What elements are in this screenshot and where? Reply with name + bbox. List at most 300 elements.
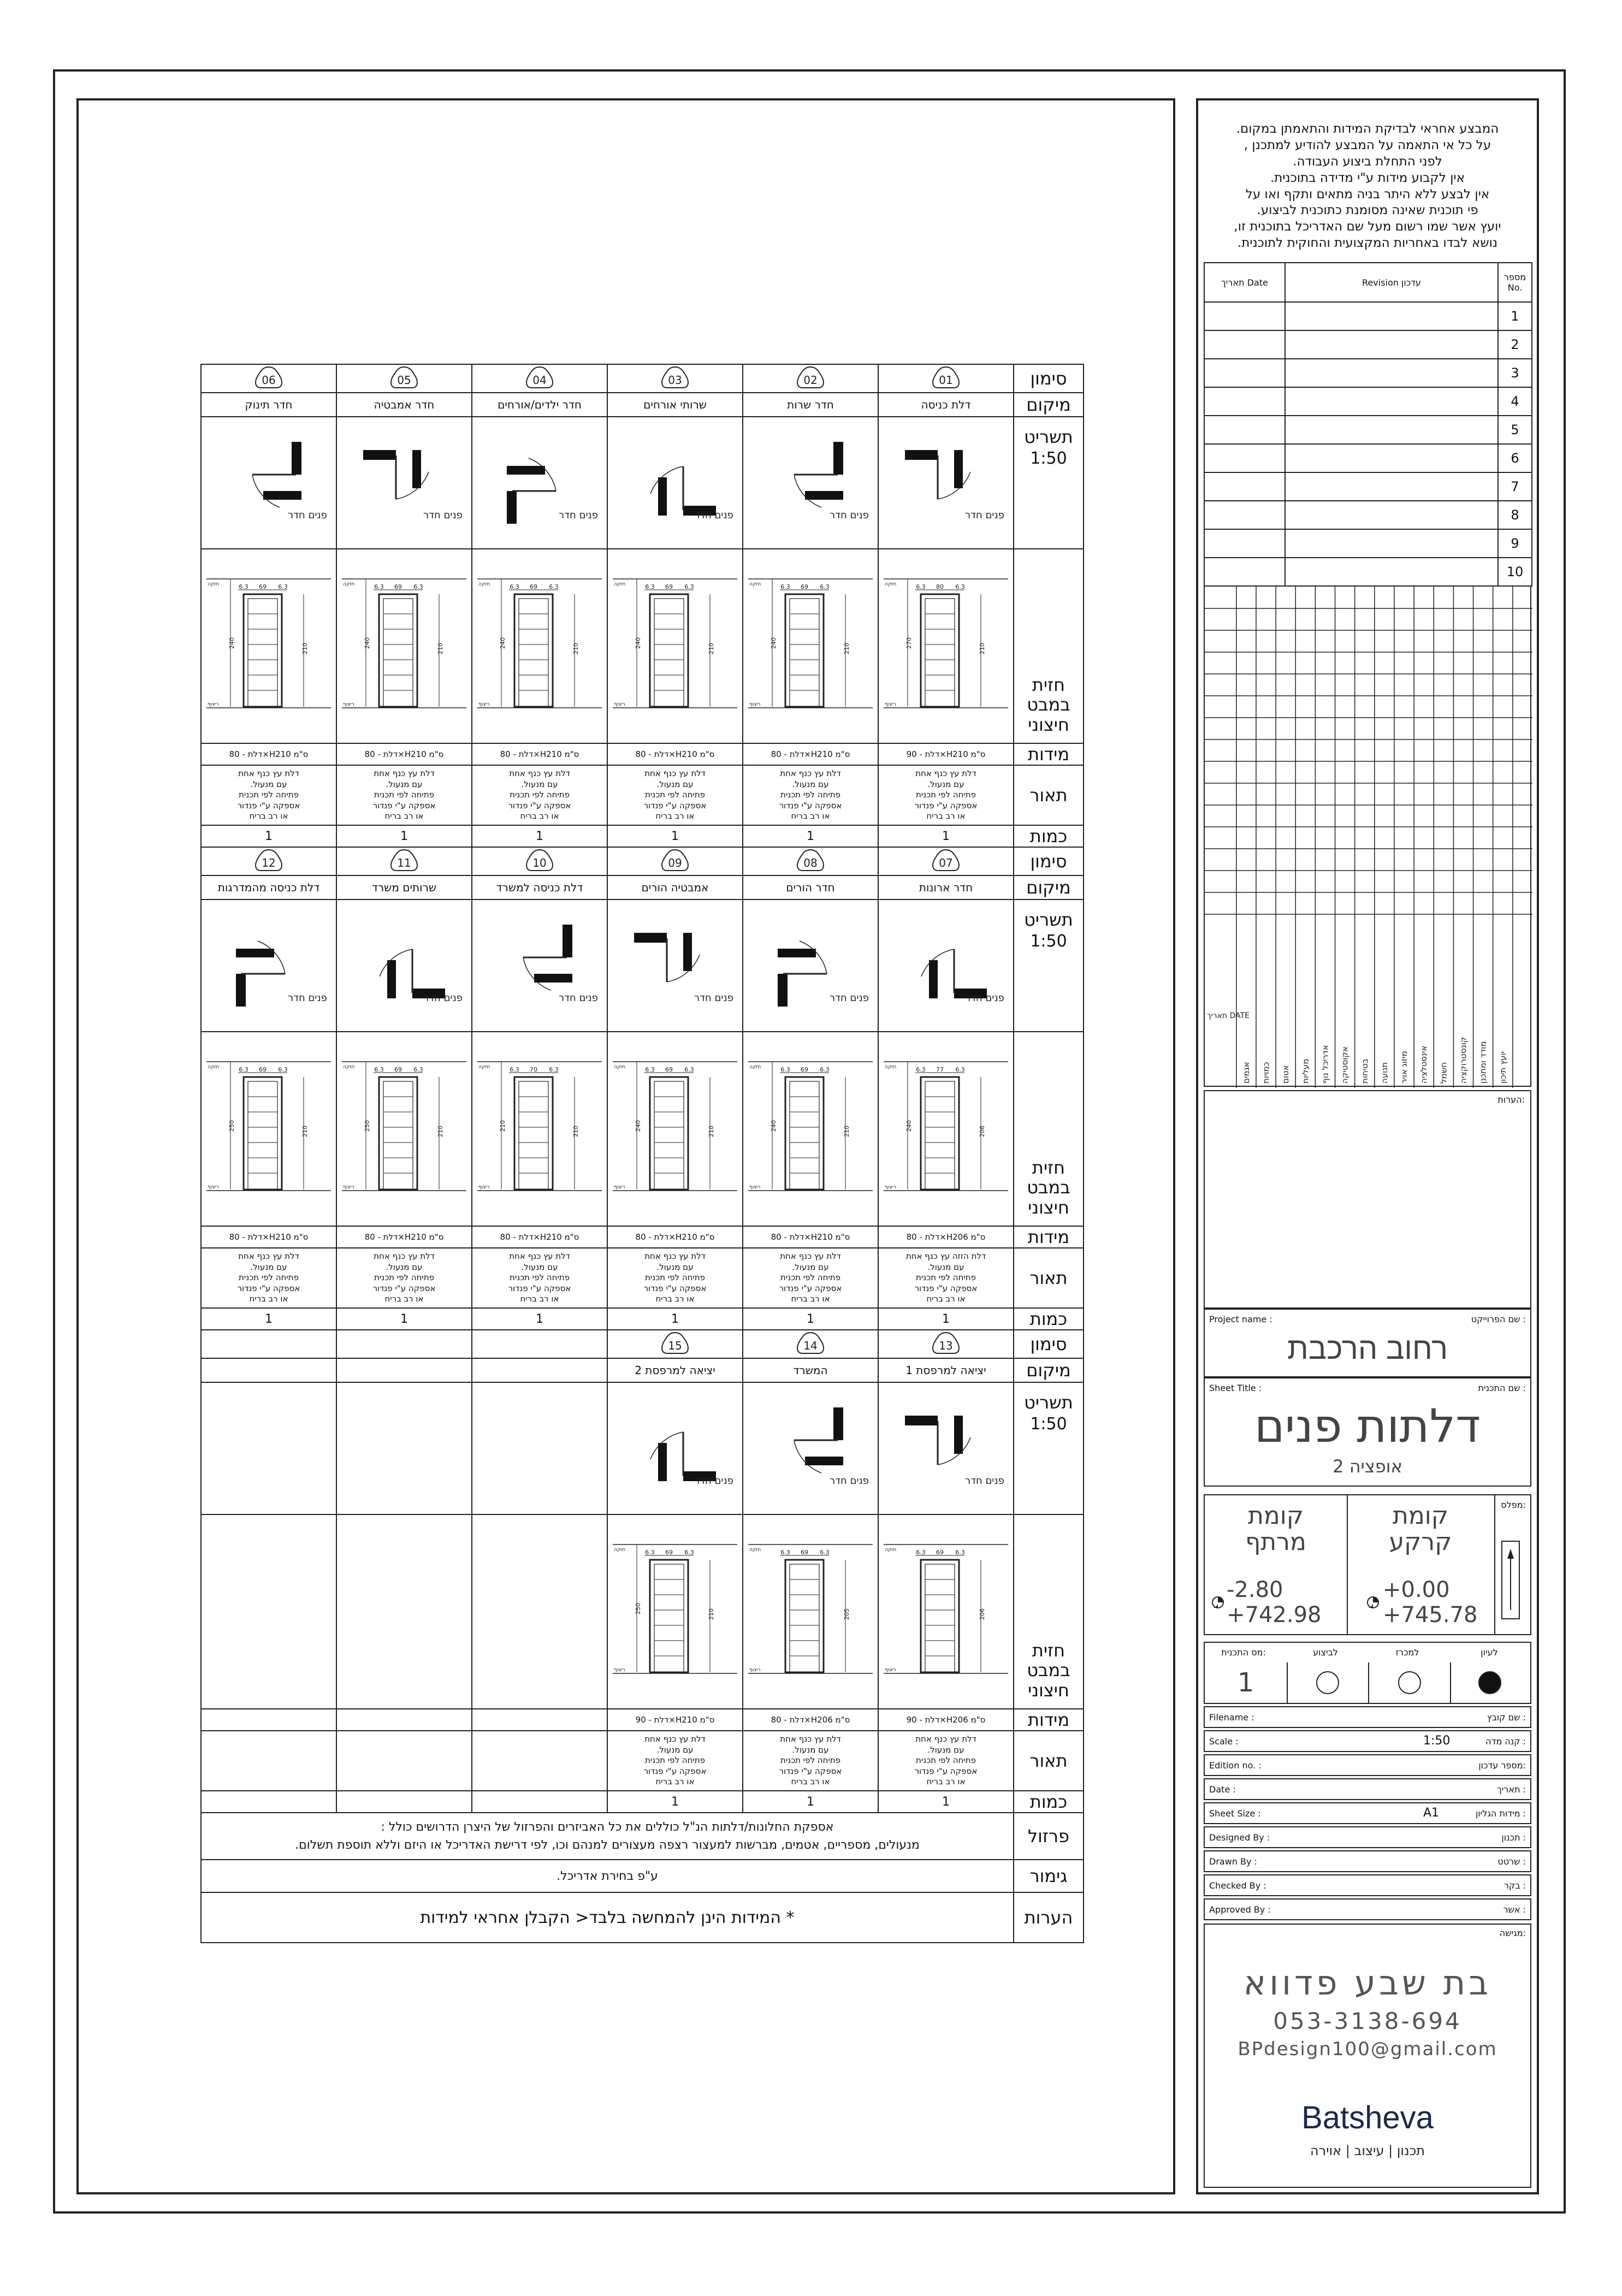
designer-block [1204, 1924, 1531, 2188]
row-label-text: מיקום [1026, 1359, 1071, 1381]
door-tag-icon [523, 848, 556, 873]
door-description-line: אספקה ע"י פנדור [237, 1283, 300, 1293]
approval-discipline: כמויות [1261, 1062, 1271, 1084]
door-plan-cell [201, 900, 336, 1032]
door-plan-cell [878, 900, 1014, 1032]
door-tag-number: 06 [262, 374, 276, 387]
sheet-title-block [1204, 1377, 1531, 1487]
revision-row [1204, 330, 1532, 359]
door-plan-drawing [612, 1394, 738, 1503]
schedule-row-dims [201, 743, 1084, 765]
approval-discipline: אגמים [1241, 1062, 1251, 1084]
door-description-line: או רב בריח [926, 1294, 966, 1304]
info-label-en: Filename : [1209, 1712, 1254, 1723]
schedule-row-plan [201, 417, 1084, 549]
svg-text:ריצוף: ריצוף [885, 1185, 896, 1190]
door-plan-drawing [206, 911, 331, 1020]
door-plan-drawing [341, 428, 467, 537]
door-location: שרותי אורחים [607, 393, 743, 417]
schedule-row-location [201, 393, 1084, 417]
revision-desc-cell [1285, 387, 1498, 416]
empty-cell [472, 1382, 607, 1514]
elev-height-text: 206 [979, 1608, 986, 1620]
revision-date-cell [1204, 501, 1285, 529]
elev-width-text: 69 [801, 583, 808, 590]
row-label-text: מיקום [1026, 877, 1071, 898]
door-description-line: או רב בריח [791, 1777, 830, 1787]
plan-room-text: פנים חדר [965, 992, 1004, 1004]
revision-row [1204, 558, 1532, 586]
door-tag-number: 14 [803, 1339, 818, 1352]
general-text-line: אספקת החלונות/דלתות הנ"ל כוללים את כל האביזרים והפרזול של היצרן הדרושים כולל : [381, 1820, 834, 1834]
info-row [1204, 1778, 1531, 1800]
floor1-rel: +0.00 [1383, 1577, 1450, 1602]
door-elevation-drawing [612, 1543, 738, 1680]
elev-jamb-text: 6.3 [916, 583, 926, 590]
door-description-line: אספקה ע"י פנדור [643, 1766, 707, 1776]
elev-height-text: 210 [708, 1126, 715, 1137]
elev-height-text: 250 [635, 1603, 642, 1614]
door-description-line: דלת עץ כנף אחת [780, 1734, 841, 1744]
door-description-line: פתיחה לפי תכנית [645, 1273, 705, 1283]
row-label-qty [1014, 825, 1084, 847]
status-header: לביצוע [1313, 1647, 1338, 1658]
elev-height-text: 210 [437, 1126, 444, 1137]
general-note-line: לפני התחלת ביצוע העבודה. [1293, 154, 1442, 169]
door-location: אמבטיה הורים [607, 875, 743, 900]
rev-date-header: תאריך Date [1204, 263, 1285, 302]
empty-cell [336, 1382, 472, 1514]
door-description [607, 1248, 743, 1308]
plan-room-text: פנים חדר [830, 1475, 869, 1487]
general-text-line: ע"פ בחירת אדריכל. [557, 1869, 658, 1883]
door-tag-cell [336, 847, 472, 875]
door-elevation-drawing [747, 1543, 874, 1680]
door-description-line: עם מנעול. [250, 1262, 287, 1272]
door-plan-drawing [477, 911, 602, 1020]
status-header: למכרז [1395, 1647, 1419, 1658]
info-label-en: Approved By : [1209, 1904, 1271, 1915]
elev-height-text: 205 [843, 1608, 850, 1620]
elev-height-text: 210 [843, 1126, 850, 1137]
submitted-label: מגישה: [1499, 1928, 1526, 1938]
door-description-line: דלת עץ כנף אחת [644, 1734, 706, 1744]
door-description-line: או רב בריח [249, 811, 288, 821]
empty-cell [201, 1382, 336, 1514]
row-label-elevation [1014, 1032, 1084, 1226]
revision-desc-cell [1285, 330, 1498, 359]
elev-jamb-text: 6.3 [239, 583, 248, 590]
empty-cell [472, 1358, 607, 1382]
row-label-desc [1014, 765, 1084, 825]
door-tag-number: 10 [532, 856, 547, 869]
door-tag-icon [930, 848, 962, 873]
door-tag-icon [252, 365, 285, 390]
door-description-line: עם מנעול. [656, 1744, 694, 1755]
door-plan-drawing [748, 428, 873, 537]
door-elevation-cell [607, 549, 743, 743]
info-label-en: Scale : [1209, 1736, 1239, 1747]
door-description [336, 1248, 472, 1308]
row-label-text: מידות [1027, 1709, 1070, 1730]
rev-revision-header: Revision עדכון [1285, 263, 1498, 302]
door-tag-cell [878, 1330, 1014, 1358]
door-elevation-drawing [747, 1061, 874, 1197]
door-description-line: או רב בריח [249, 1294, 288, 1304]
revision-row [1204, 302, 1532, 330]
row-label-text: סימון [1030, 368, 1067, 389]
svg-text:ריצוף: ריצוף [478, 702, 490, 707]
door-description-line: פתיחה לפי תכנית [780, 790, 840, 800]
door-description-line: פתיחה לפי תכנית [510, 1273, 570, 1283]
approval-discipline: בטיחות [1359, 1058, 1370, 1084]
door-quantity: 1 [472, 1308, 607, 1330]
elev-jamb-text: 6.3 [955, 1549, 965, 1556]
door-description-line: עם מנעול. [521, 779, 558, 789]
elev-height-text: 240 [635, 637, 642, 649]
door-description-line: פתיחה לפי תכנית [510, 790, 570, 800]
empty-cell [201, 1358, 336, 1382]
elev-jamb-text: 6.3 [780, 1066, 790, 1073]
row-label-location [1014, 393, 1084, 417]
floor2-abs: +742.98 [1227, 1602, 1322, 1628]
door-description [743, 765, 878, 825]
row-label-tag [1014, 364, 1084, 393]
row-label-elevation [1014, 549, 1084, 743]
door-plan-cell [336, 900, 472, 1032]
door-tag-number: 13 [939, 1339, 953, 1352]
door-tag-cell [201, 364, 336, 393]
door-description-line: דלת עץ כנף אחת [509, 768, 570, 779]
revision-number: 2 [1498, 330, 1532, 359]
row-label-remarks [1014, 1892, 1084, 1943]
schedule-row-hardware [201, 1813, 1084, 1860]
door-tag-number: 05 [397, 374, 411, 387]
door-description-line: אספקה ע"י פנדור [643, 800, 707, 810]
door-description-line: פתיחה לפי תכנית [645, 1755, 705, 1766]
door-elevation-drawing [341, 578, 467, 714]
door-elevation-drawing [205, 578, 332, 714]
info-label-en: Designed By : [1209, 1832, 1270, 1843]
approvals-grid [1204, 585, 1531, 1087]
approval-discipline: אטום [1281, 1065, 1291, 1084]
approvals-grid-lines [1205, 587, 1532, 1088]
schedule-row-desc [201, 1731, 1084, 1791]
info-label-he: אשר : [1503, 1904, 1526, 1915]
schedule-row-desc [201, 1248, 1084, 1308]
plan-room-text: פנים חדר [423, 992, 463, 1004]
door-tag-icon [930, 365, 962, 390]
door-elevation-drawing [205, 1061, 332, 1197]
row-label-text: חזית במבט חיצוני [1027, 1157, 1070, 1218]
elev-height-text: 240 [364, 637, 371, 649]
row-label-text: מידות [1027, 1226, 1070, 1247]
row-label-text: מידות [1027, 743, 1070, 765]
plan-room-text: פנים חדר [694, 510, 733, 521]
empty-cell [201, 1514, 336, 1709]
door-description-line: עם מנעול. [792, 779, 829, 789]
door-quantity: 1 [607, 1791, 743, 1813]
svg-text:חזקה: חזקה [614, 582, 626, 587]
status-circles [1287, 1662, 1530, 1703]
door-location: חדר ארונות [878, 875, 1014, 900]
door-dimensions: דלת - 80×H206 ס"מ [878, 1226, 1014, 1248]
revision-number: 3 [1498, 359, 1532, 387]
revision-row [1204, 501, 1532, 529]
plan-room-text: פנים חדר [288, 510, 327, 521]
door-tag-icon [388, 848, 421, 873]
empty-cell [472, 1330, 607, 1358]
door-elevation-cell [472, 549, 607, 743]
empty-cell [336, 1791, 472, 1813]
info-label-he: תכנון : [1501, 1832, 1526, 1843]
door-elevation-cell [201, 549, 336, 743]
door-location: דלת כניסה מהמדרגות [201, 875, 336, 900]
schedule-row-tag [201, 1330, 1084, 1358]
approval-discipline: מיזוג אויר [1399, 1051, 1410, 1084]
elev-jamb-text: 6.3 [374, 1066, 384, 1073]
status-header: מס התכנית: [1221, 1647, 1266, 1658]
door-plan-drawing [748, 1394, 873, 1503]
door-tag-icon [659, 848, 691, 873]
elev-jamb-text: 6.3 [374, 583, 384, 590]
info-label-he: שרטט : [1497, 1856, 1526, 1867]
elev-jamb-text: 6.3 [413, 1066, 423, 1073]
door-tag-cell [336, 364, 472, 393]
elev-height-text: 210 [437, 643, 444, 654]
empty-cell [472, 1791, 607, 1813]
empty-cell [336, 1358, 472, 1382]
door-elevation-cell [336, 549, 472, 743]
elev-width-text: 69 [259, 583, 267, 590]
door-plan-cell [743, 900, 878, 1032]
door-description-line: דלת עץ כנף אחת [374, 1251, 435, 1262]
door-tag-number: 09 [668, 856, 682, 869]
door-tag-number: 11 [397, 856, 411, 869]
elev-jamb-text: 6.3 [780, 1549, 790, 1556]
row-label-dims [1014, 1226, 1084, 1248]
sheet-label-he: שם התכנית : [1478, 1383, 1526, 1393]
door-tag-icon [794, 365, 827, 390]
revision-desc-cell [1285, 501, 1498, 529]
elev-height-text: 240 [228, 637, 235, 649]
general-remarks-text [201, 1892, 1014, 1943]
elev-jamb-text: 6.3 [684, 1549, 694, 1556]
elev-jamb-text: 6.3 [820, 1549, 830, 1556]
elev-jamb-text: 6.3 [916, 1549, 926, 1556]
approval-discipline: אקוסטיקה [1340, 1046, 1350, 1084]
door-elevation-cell [336, 1032, 472, 1226]
door-description-line: פתיחה לפי תכנית [374, 790, 434, 800]
door-plan-drawing [477, 428, 602, 537]
door-description-line: או רב בריח [791, 811, 830, 821]
revision-number: 1 [1498, 302, 1532, 330]
svg-text:ריצוף: ריצוף [208, 702, 219, 707]
door-elevation-cell [743, 1514, 878, 1709]
row-label-dims [1014, 1709, 1084, 1731]
svg-text:ריצוף: ריצוף [478, 1185, 490, 1190]
schedule-row-elevation [201, 1514, 1084, 1709]
door-description-line: פתיחה לפי תכנית [916, 1273, 976, 1283]
revision-date-cell [1204, 558, 1285, 586]
row-label-text: תשריט [1024, 909, 1073, 930]
empty-cell [336, 1514, 472, 1709]
elev-height-text: 210 [301, 1126, 309, 1137]
elev-height-text: 240 [770, 637, 777, 649]
approval-discipline: אינסטלציה [1419, 1045, 1429, 1084]
svg-text:ריצוף: ריצוף [749, 702, 761, 707]
revision-date-cell [1204, 302, 1285, 330]
door-plan-cell [607, 417, 743, 549]
revision-number: 9 [1498, 529, 1532, 558]
door-dimensions: דלת - 80×H210 ס"מ [607, 1226, 743, 1248]
revision-date-cell [1204, 472, 1285, 501]
door-tag-number: 15 [668, 1339, 682, 1352]
revision-row [1204, 416, 1532, 444]
revision-number: 5 [1498, 416, 1532, 444]
logo-text: Batsheva [1301, 2100, 1434, 2135]
row-label-text: הערות [1024, 1907, 1073, 1928]
info-row [1204, 1730, 1531, 1752]
plan-room-text: פנים חדר [559, 992, 598, 1004]
door-plan-cell [472, 900, 607, 1032]
elev-width-text: 69 [665, 1066, 673, 1073]
row-label-location [1014, 1358, 1084, 1382]
schedule-row-dims [201, 1709, 1084, 1731]
elev-width-text: 70 [530, 1066, 537, 1073]
door-description [878, 1731, 1014, 1791]
door-description-line: או רב בריח [384, 811, 424, 821]
door-dimensions: דלת - 80×H206 ס"מ [743, 1709, 878, 1731]
door-tag-cell [201, 847, 336, 875]
elev-jamb-text: 6.3 [549, 583, 559, 590]
row-label-text: חזית במבט חיצוני [1027, 674, 1070, 736]
remarks-label: הערות: [1497, 1094, 1525, 1105]
door-description-line: אספקה ע"י פנדור [643, 1283, 707, 1293]
door-dimensions: דלת - 80×H210 ס"מ [336, 743, 472, 765]
schedule-row-desc [201, 765, 1084, 825]
door-quantity: 1 [607, 825, 743, 847]
door-location: דלת כניסה למשרד [472, 875, 607, 900]
row-label-text: מיקום [1026, 394, 1071, 415]
door-plan-cell [201, 417, 336, 549]
door-dimensions: דלת - 80×H210 ס"מ [472, 1226, 607, 1248]
revision-desc-cell [1285, 558, 1498, 586]
floor-block [1204, 1494, 1531, 1635]
plan-room-text: פנים חדר [288, 992, 327, 1004]
door-description [743, 1731, 878, 1791]
elev-width-text: 69 [259, 1066, 267, 1073]
floor-label: מפלס: [1501, 1500, 1526, 1510]
elev-jamb-text: 6.3 [955, 583, 965, 590]
row-label-plan [1014, 1382, 1084, 1514]
general-note-line: יועץ אשר שמו רשום מעל שם האדריכל בתוכנית זו, [1234, 220, 1501, 234]
door-tag-cell [472, 847, 607, 875]
revision-desc-cell [1285, 472, 1498, 501]
door-elevation-cell [201, 1032, 336, 1226]
door-description-line: פתיחה לפי תכנית [780, 1273, 840, 1283]
sheet-title: דלתות פנים [1254, 1399, 1481, 1453]
revision-desc-cell [1285, 529, 1498, 558]
elev-jamb-text: 6.3 [645, 583, 655, 590]
info-row [1204, 1706, 1531, 1728]
door-plan-drawing [612, 428, 738, 537]
door-location: המשרד [743, 1358, 878, 1382]
info-label-he: שם קובץ : [1487, 1712, 1526, 1723]
svg-text:ריצוף: ריצוף [749, 1185, 761, 1190]
floor2-name: קומת מרתף [1245, 1502, 1306, 1557]
door-plan-cell [336, 417, 472, 549]
elev-height-text: 210 [499, 1120, 506, 1132]
row-label-sub: 1:50 [1030, 448, 1067, 468]
elev-jamb-text: 6.3 [549, 1066, 559, 1073]
door-plan-drawing [341, 911, 467, 1020]
svg-text:ריצוף: ריצוף [343, 702, 354, 707]
schedule-row-qty [201, 825, 1084, 847]
info-row [1204, 1754, 1531, 1776]
plan-room-text: פנים חדר [559, 510, 598, 521]
door-description-line: עם מנעול. [792, 1262, 829, 1272]
elev-width-text: 69 [801, 1549, 808, 1556]
row-label-dims [1014, 743, 1084, 765]
schedule-row-plan [201, 900, 1084, 1032]
door-description-line: או רב בריח [520, 811, 559, 821]
elev-jamb-text: 6.3 [645, 1066, 655, 1073]
door-description-line: דלת עץ כנף אחת [644, 1251, 706, 1262]
svg-text:ריצוף: ריצוף [343, 1185, 354, 1190]
elev-jamb-text: 6.3 [820, 583, 830, 590]
row-label-text: כמות [1029, 1791, 1068, 1812]
schedule-row-elevation [201, 549, 1084, 743]
svg-text:חזקה: חזקה [885, 582, 897, 587]
door-tag-cell [743, 364, 878, 393]
elev-height-text: 206 [979, 1126, 986, 1137]
door-plan-drawing [612, 911, 738, 1020]
revision-row [1204, 359, 1532, 387]
door-description-line: דלת עץ כנף אחת [780, 1251, 841, 1262]
door-description-line: או רב בריח [926, 811, 966, 821]
plan-room-text: פנים חדר [830, 510, 869, 521]
empty-cell [336, 1709, 472, 1731]
approval-discipline: מעליות [1300, 1058, 1311, 1084]
info-value: 1:50 [1423, 1734, 1451, 1748]
door-description-line: דלת עץ כנף אחת [644, 768, 706, 779]
svg-text:ריצוף: ריצוף [614, 702, 625, 707]
revision-number: 10 [1498, 558, 1532, 586]
empty-cell [472, 1731, 607, 1791]
approval-discipline: יועץ תיכון [1497, 1051, 1508, 1084]
svg-text:ריצוף: ריצוף [885, 1667, 896, 1673]
plan-room-text: פנים חדר [423, 510, 463, 521]
door-description-line: אספקה ע"י פנדור [237, 800, 300, 810]
row-label-text: פרזול [1027, 1825, 1070, 1847]
door-description-line: אספקה ע"י פנדור [508, 800, 571, 810]
door-dimensions: דלת - 80×H210 ס"מ [743, 743, 878, 765]
info-label-en: Checked By : [1209, 1880, 1266, 1891]
floor1-abs: +745.78 [1383, 1602, 1478, 1628]
door-description-line: עם מנעול. [927, 1262, 964, 1272]
row-label-qty [1014, 1308, 1084, 1330]
row-label-text: כמות [1029, 825, 1068, 847]
door-quantity: 1 [743, 1308, 878, 1330]
door-tag-number: 03 [668, 374, 682, 387]
door-description-line: פתיחה לפי תכנית [645, 790, 705, 800]
door-location: חדר ילדים/אורחים [472, 393, 607, 417]
row-label-plan [1014, 900, 1084, 1032]
svg-text:ריצוף: ריצוף [614, 1185, 625, 1190]
door-plan-drawing [883, 911, 1009, 1020]
svg-text:ריצוף: ריצוף [614, 1667, 625, 1673]
